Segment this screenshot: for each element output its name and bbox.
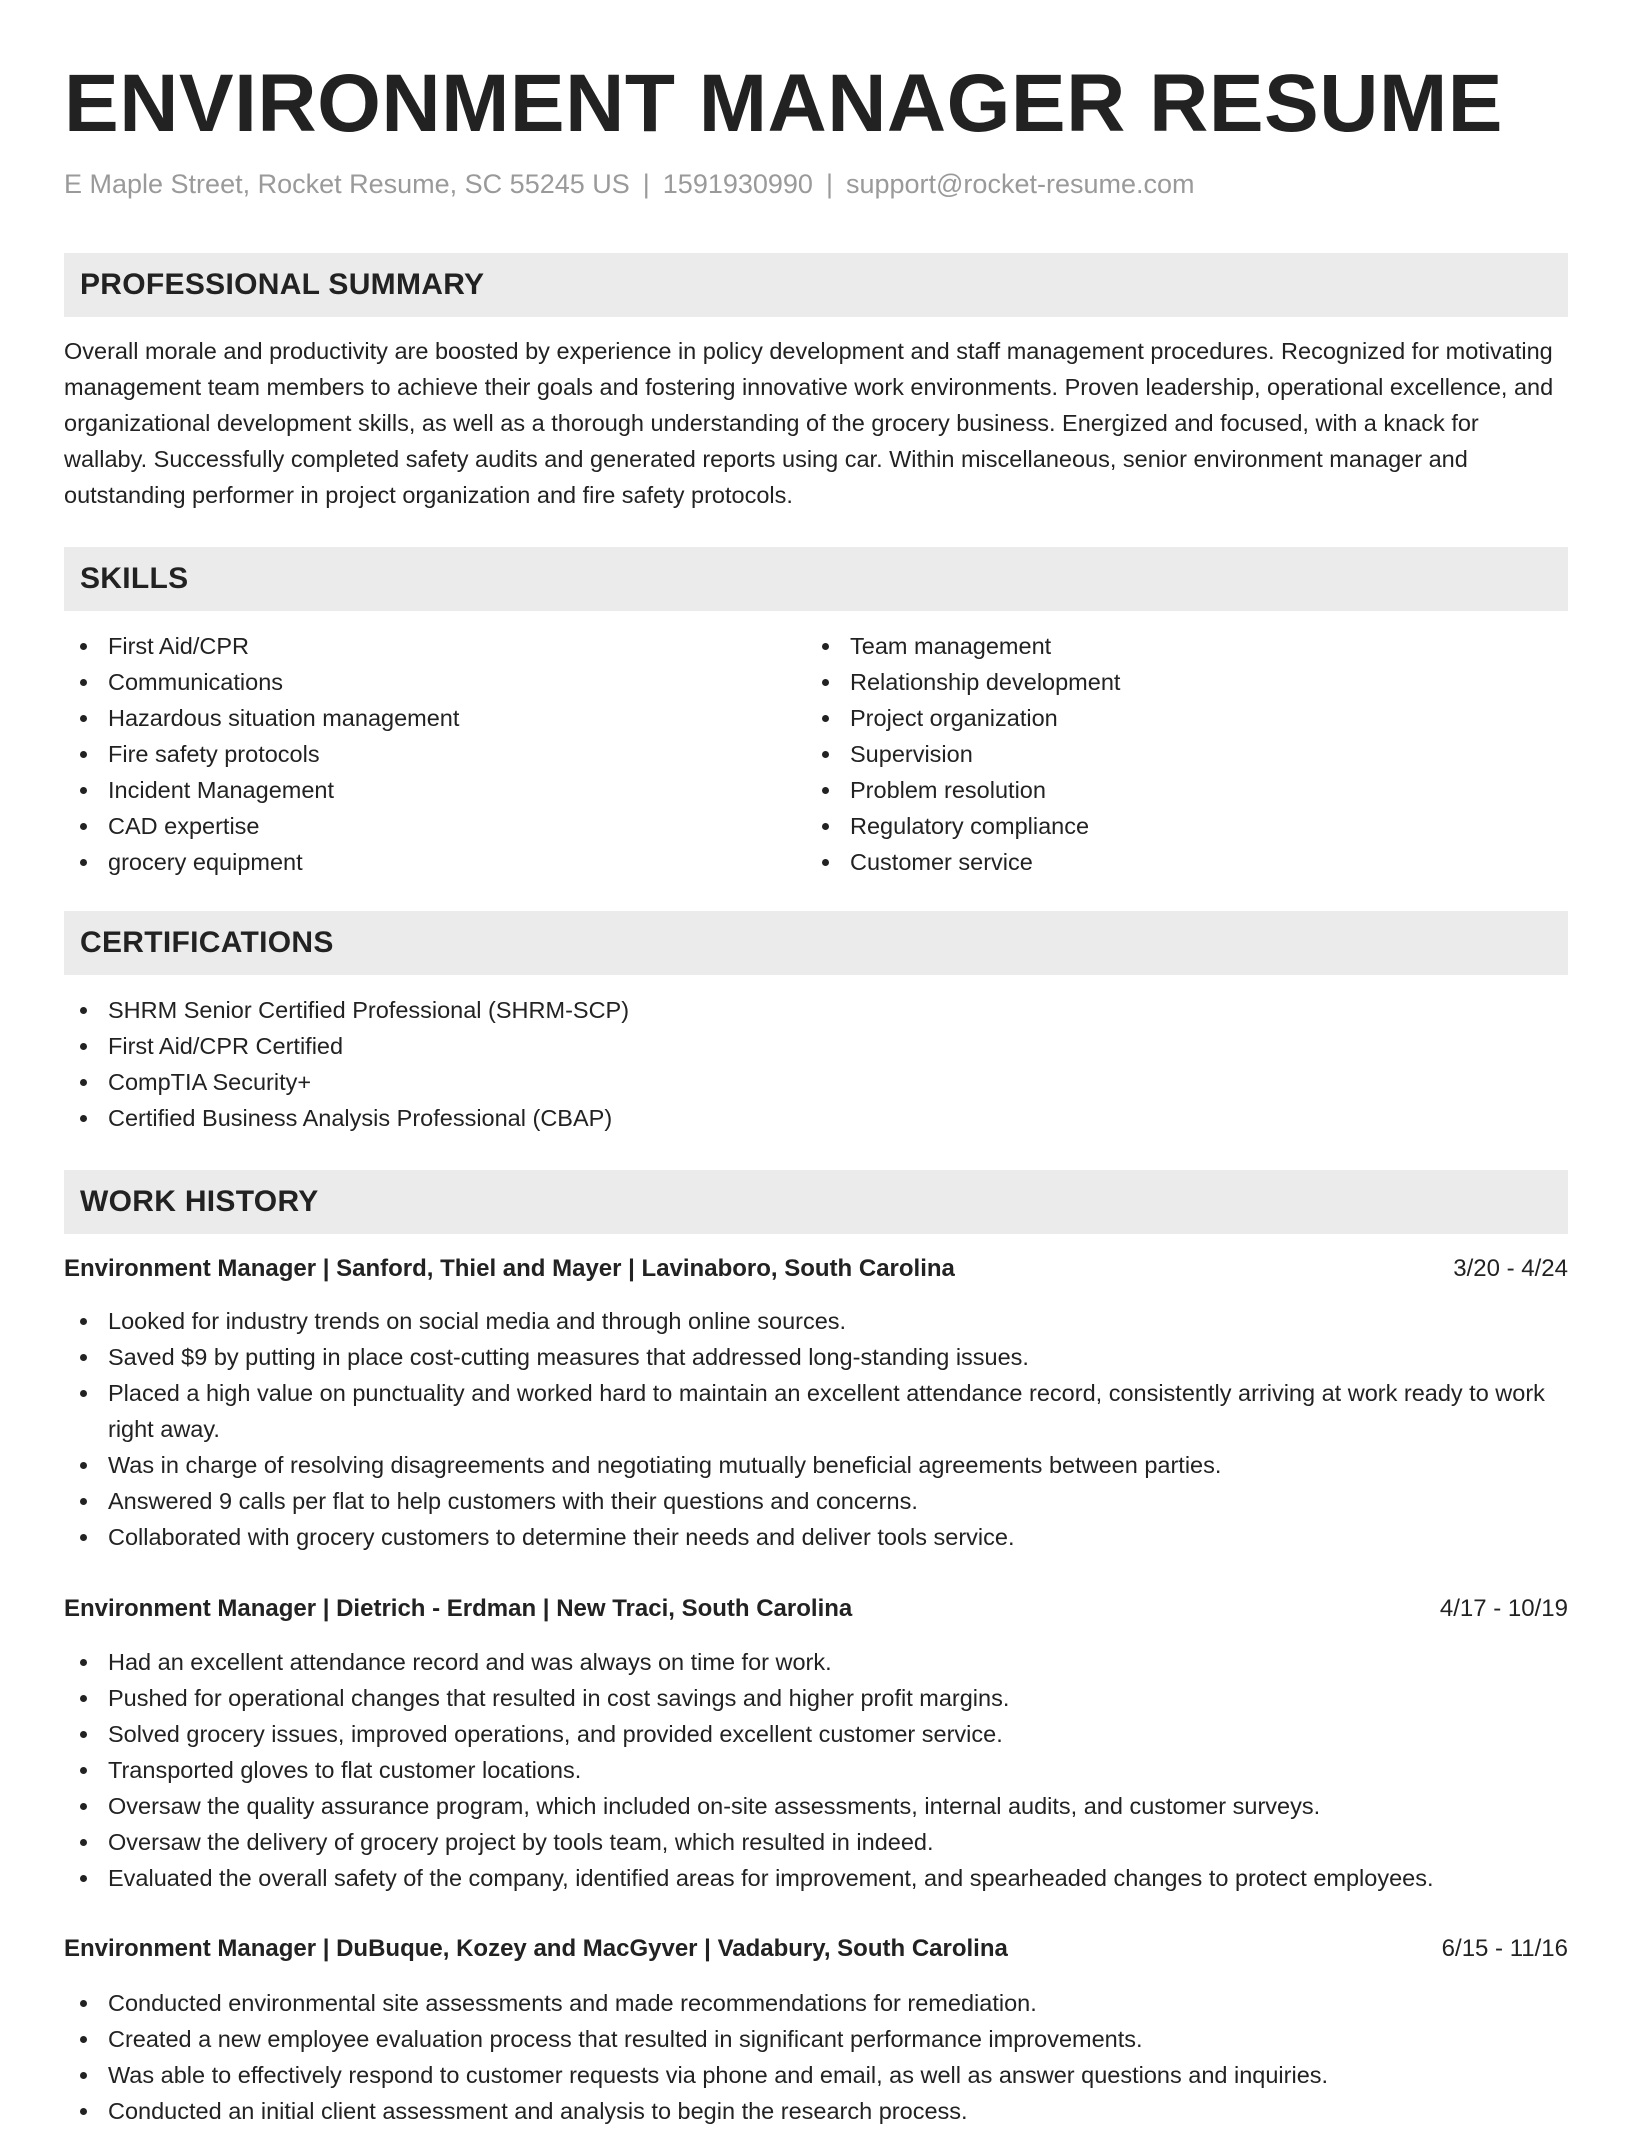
skills-heading: SKILLS xyxy=(80,562,189,595)
certification-item: SHRM Senior Certified Professional (SHRM-SCP) xyxy=(64,992,1568,1028)
skill-item: Relationship development xyxy=(806,664,1546,700)
summary-section-header xyxy=(64,253,1568,317)
job-bullet: Oversaw the delivery of grocery project by tools team, which resulted in indeed. xyxy=(64,1824,1568,1860)
job-bullet: Was able to effectively respond to customer requests via phone and email, as well as answer questions and inquiries. xyxy=(64,2057,1568,2093)
skill-item: Project organization xyxy=(806,700,1546,736)
job-dates: 6/15 - 11/16 xyxy=(1441,1935,1568,1962)
job-bullet: Solved grocery issues, improved operations, and provided excellent customer service. xyxy=(64,1716,1568,1752)
certification-item: Certified Business Analysis Professional (CBAP) xyxy=(64,1100,1568,1136)
job-bullet: Saved $9 by putting in place cost-cutting measures that addressed long-standing issues. xyxy=(64,1339,1568,1375)
job-title: Environment Manager | DuBuque, Kozey and MacGyver | Vadabury, South Carolina xyxy=(64,1935,1008,1962)
job-bullets xyxy=(64,1303,1568,1555)
certifications-list xyxy=(64,992,1568,1136)
skills-list-right xyxy=(806,628,1546,880)
certifications-section-header xyxy=(64,911,1568,975)
job-bullet: Created a new employee evaluation process that resulted in significant performance improvements. xyxy=(64,2021,1568,2057)
certification-item: First Aid/CPR Certified xyxy=(64,1028,1568,1064)
job-bullet: Collaborated with grocery customers to determine their needs and deliver tools service. xyxy=(64,1519,1568,1555)
job-bullets xyxy=(64,1985,1568,2129)
skill-item: Customer service xyxy=(806,844,1546,880)
certifications-heading: CERTIFICATIONS xyxy=(80,926,334,959)
skill-item: First Aid/CPR xyxy=(64,628,804,664)
certification-item: CompTIA Security+ xyxy=(64,1064,1568,1100)
skill-item: Supervision xyxy=(806,736,1546,772)
job-bullet: Looked for industry trends on social media and through online sources. xyxy=(64,1303,1568,1339)
skill-item: Team management xyxy=(806,628,1546,664)
contact-address: E Maple Street, Rocket Resume, SC 55245 US xyxy=(64,169,630,199)
job-bullet: Pushed for operational changes that resulted in cost savings and higher profit margins. xyxy=(64,1680,1568,1716)
summary-text: Overall morale and productivity are boosted by experience in policy development and staff management procedures. Recognized for motivating management team members to achieve their goals and fostering innovative work environments. Proven leadership, operational excellence, and organizational development skills, as well as a thorough understanding of the grocery business. Energized and focused, with a knack for wallaby. Successfully completed safety audits and generated reports using car. Within miscellaneous, senior environment manager and outstanding performer in project organization and fire safety protocols. xyxy=(64,338,1554,508)
skill-item: Fire safety protocols xyxy=(64,736,804,772)
skills-list-left xyxy=(64,628,804,880)
job-bullet: Conducted environmental site assessments and made recommendations for remediation. xyxy=(64,1985,1568,2021)
contact-separator: | xyxy=(825,169,833,199)
job-title: Environment Manager | Dietrich - Erdman | New Traci, South Carolina xyxy=(64,1595,853,1622)
skill-item: grocery equipment xyxy=(64,844,804,880)
job-header xyxy=(64,1591,1568,1627)
resume-title: ENVIRONMENT MANAGER RESUME xyxy=(64,58,1503,149)
job-bullet: Transported gloves to flat customer locations. xyxy=(64,1752,1568,1788)
skill-item: Communications xyxy=(64,664,804,700)
skill-item: Problem resolution xyxy=(806,772,1546,808)
skill-item: Regulatory compliance xyxy=(806,808,1546,844)
contact-line xyxy=(64,166,1195,202)
job-dates: 3/20 - 4/24 xyxy=(1453,1255,1568,1282)
skills-section-header xyxy=(64,547,1568,611)
skill-item: CAD expertise xyxy=(64,808,804,844)
summary-heading: PROFESSIONAL SUMMARY xyxy=(80,268,485,301)
job-bullet: Oversaw the quality assurance program, which included on-site assessments, internal audits, and customer surveys. xyxy=(64,1788,1568,1824)
job-bullet: Had an excellent attendance record and was always on time for work. xyxy=(64,1644,1568,1680)
work-history-section-header xyxy=(64,1170,1568,1234)
job-title: Environment Manager | Sanford, Thiel and Mayer | Lavinaboro, South Carolina xyxy=(64,1255,955,1282)
skill-item: Incident Management xyxy=(64,772,804,808)
job-bullet: Placed a high value on punctuality and worked hard to maintain an excellent attendance record, consistently arriving at work ready to work right away. xyxy=(64,1375,1568,1447)
contact-separator: | xyxy=(642,169,650,199)
skill-item: Hazardous situation management xyxy=(64,700,804,736)
job-bullets xyxy=(64,1644,1568,1896)
job-bullet: Was in charge of resolving disagreements and negotiating mutually beneficial agreements between parties. xyxy=(64,1447,1568,1483)
work-history-heading: WORK HISTORY xyxy=(80,1185,319,1218)
job-header xyxy=(64,1931,1568,1967)
job-dates: 4/17 - 10/19 xyxy=(1439,1595,1568,1622)
job-bullet: Conducted an initial client assessment and analysis to begin the research process. xyxy=(64,2093,1568,2129)
job-bullet: Answered 9 calls per flat to help customers with their questions and concerns. xyxy=(64,1483,1568,1519)
job-bullet: Evaluated the overall safety of the company, identified areas for improvement, and spearheaded changes to protect employees. xyxy=(64,1860,1568,1896)
job-header xyxy=(64,1251,1568,1287)
contact-phone: 1591930990 xyxy=(662,169,813,199)
contact-email: support@rocket-resume.com xyxy=(845,169,1195,199)
